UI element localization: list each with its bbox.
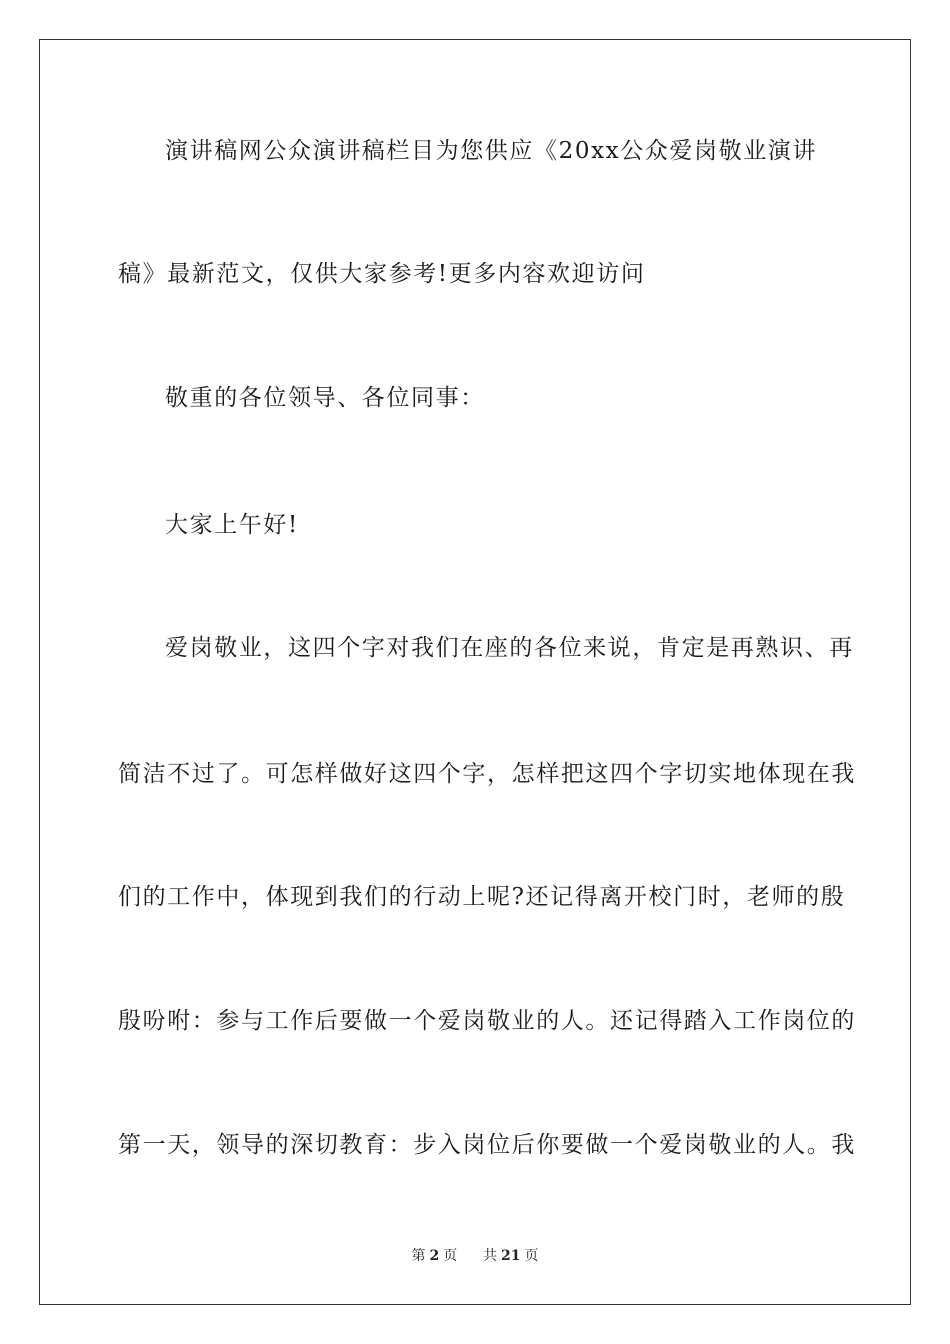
page-total-label: 共 21 页 (483, 1248, 539, 1264)
page-footer (0, 1247, 950, 1265)
greeting-line: 大家上午好! (165, 512, 299, 538)
paragraph-line-2: 稿》最新范文，仅供大家参考!更多内容欢迎访问 (118, 261, 646, 287)
paragraph-line-9: 第一天，领导的深切教育：步入岗位后你要做一个爱岗敬业的人。我 (118, 1132, 856, 1158)
paragraph-line-6: 简洁不过了。可怎样做好这四个字，怎样把这四个字切实地体现在我 (118, 761, 856, 787)
paragraph-line-5: 爱岗敬业，这四个字对我们在座的各位来说，肯定是再熟识、再 (165, 635, 854, 661)
page-frame (39, 39, 911, 1305)
paragraph-line-1: 演讲稿网公众演讲稿栏目为您供应《20xx公众爱岗敬业演讲 (165, 138, 818, 164)
page-number-label: 第 2 页 (411, 1248, 458, 1264)
salutation-line: 敬重的各位领导、各位同事： (165, 385, 485, 411)
paragraph-line-8: 殷吩咐：参与工作后要做一个爱岗敬业的人。还记得踏入工作岗位的 (118, 1008, 856, 1034)
paragraph-line-7: 们的工作中，体现到我们的行动上呢?还记得离开校门时，老师的殷 (118, 884, 846, 910)
